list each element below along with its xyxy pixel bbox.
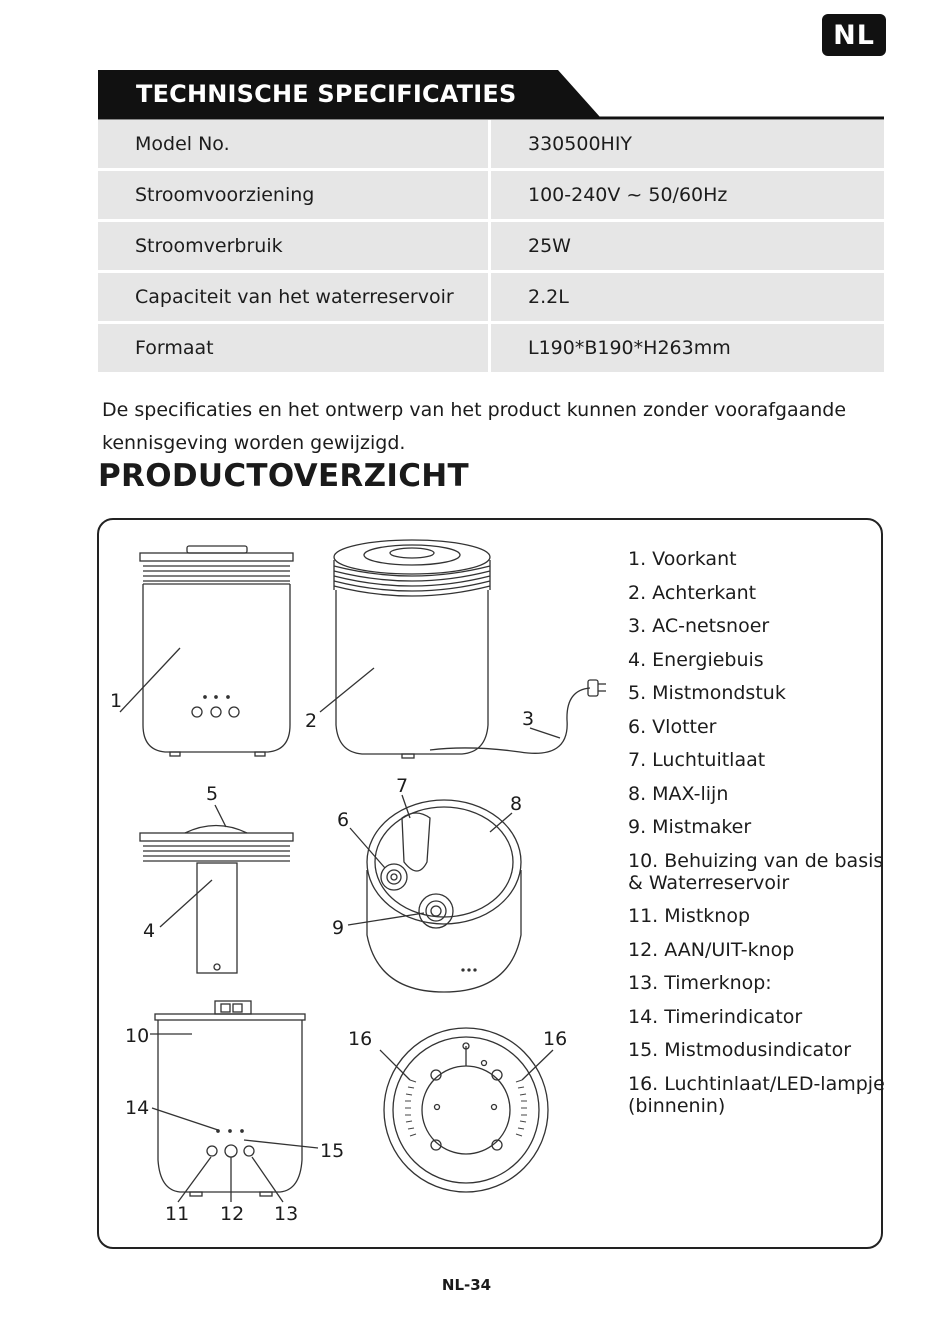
back-view-illustration bbox=[320, 540, 606, 758]
front-view-illustration bbox=[120, 546, 293, 756]
spec-label: Capaciteit van het waterreservoir bbox=[98, 273, 488, 321]
legend-item: 5. Mistmondstuk bbox=[628, 682, 786, 704]
callout-number: 3 bbox=[522, 708, 535, 730]
callout-number: 5 bbox=[206, 783, 219, 805]
callout-number: 11 bbox=[165, 1203, 190, 1225]
legend-item: 7. Luchtuitlaat bbox=[628, 749, 766, 771]
spec-value: 330500HIY bbox=[491, 120, 884, 168]
legend-item: 4. Energiebuis bbox=[628, 648, 764, 671]
callout-number: 16 bbox=[543, 1028, 568, 1050]
base-view-illustration bbox=[150, 1001, 318, 1202]
legend-item: 10. Behuizing van de basis & Waterreservoir bbox=[628, 849, 884, 894]
legend-item: 15. Mistmodusindicator bbox=[628, 1039, 852, 1061]
legend-item: 9. Mistmaker bbox=[628, 816, 752, 838]
legend-item: 6. Vlotter bbox=[628, 715, 717, 738]
tube-view-illustration bbox=[140, 805, 293, 973]
callout-number: 12 bbox=[220, 1203, 245, 1225]
legend-item: 3. AC-netsnoer bbox=[628, 615, 770, 637]
callout-number: 13 bbox=[274, 1203, 299, 1225]
spec-value: L190*B190*H263mm bbox=[491, 324, 884, 372]
callout-number: 7 bbox=[396, 775, 409, 797]
callout-number: 16 bbox=[348, 1028, 373, 1050]
inside-view-illustration bbox=[348, 795, 521, 992]
callout-number: 9 bbox=[332, 917, 345, 939]
legend-item: 2. Achterkant bbox=[628, 581, 757, 604]
callout-number: 14 bbox=[125, 1097, 150, 1119]
legend-item: 11. Mistknop bbox=[628, 905, 751, 927]
spec-label: Formaat bbox=[98, 324, 488, 372]
spec-value: 2.2L bbox=[491, 273, 884, 321]
legend-item: 12. AAN/UIT-knop bbox=[628, 938, 795, 961]
callout-number: 10 bbox=[125, 1025, 150, 1047]
bottom-view-illustration bbox=[380, 1028, 553, 1192]
overview-heading: PRODUCTOVERZICHT bbox=[98, 458, 469, 494]
spec-label: Stroomverbruik bbox=[98, 222, 488, 270]
legend-item: 13. Timerknop: bbox=[628, 972, 772, 994]
callout-number: 4 bbox=[143, 920, 156, 942]
callout-number: 15 bbox=[320, 1140, 345, 1162]
language-badge: NL bbox=[822, 14, 886, 56]
spec-value: 100-240V ~ 50/60Hz bbox=[491, 171, 884, 219]
legend-item: 14. Timerindicator bbox=[628, 1005, 803, 1028]
legend-item: 16. Luchtinlaat/LED-lampje (binnenin) bbox=[628, 1072, 885, 1117]
callout-number: 2 bbox=[305, 710, 318, 732]
legend-item: 1. Voorkant bbox=[628, 548, 737, 570]
page-number: NL-34 bbox=[441, 1276, 492, 1294]
callout-number: 1 bbox=[110, 690, 123, 712]
spec-label: Model No. bbox=[98, 120, 488, 168]
callout-number: 8 bbox=[510, 793, 523, 815]
parts-legend bbox=[628, 548, 888, 1128]
spec-label: Stroomvoorziening bbox=[98, 171, 488, 219]
callout-number: 6 bbox=[337, 809, 350, 831]
spec-value: 25W bbox=[491, 222, 884, 270]
disclaimer-text: De specificaties en het ontwerp van het product kunnen zonder voorafgaande kennisgeving worden gewijzigd. bbox=[102, 399, 847, 454]
legend-item: 8. MAX-lijn bbox=[628, 782, 729, 805]
specs-heading: TECHNISCHE SPECIFICATIES bbox=[136, 80, 517, 108]
